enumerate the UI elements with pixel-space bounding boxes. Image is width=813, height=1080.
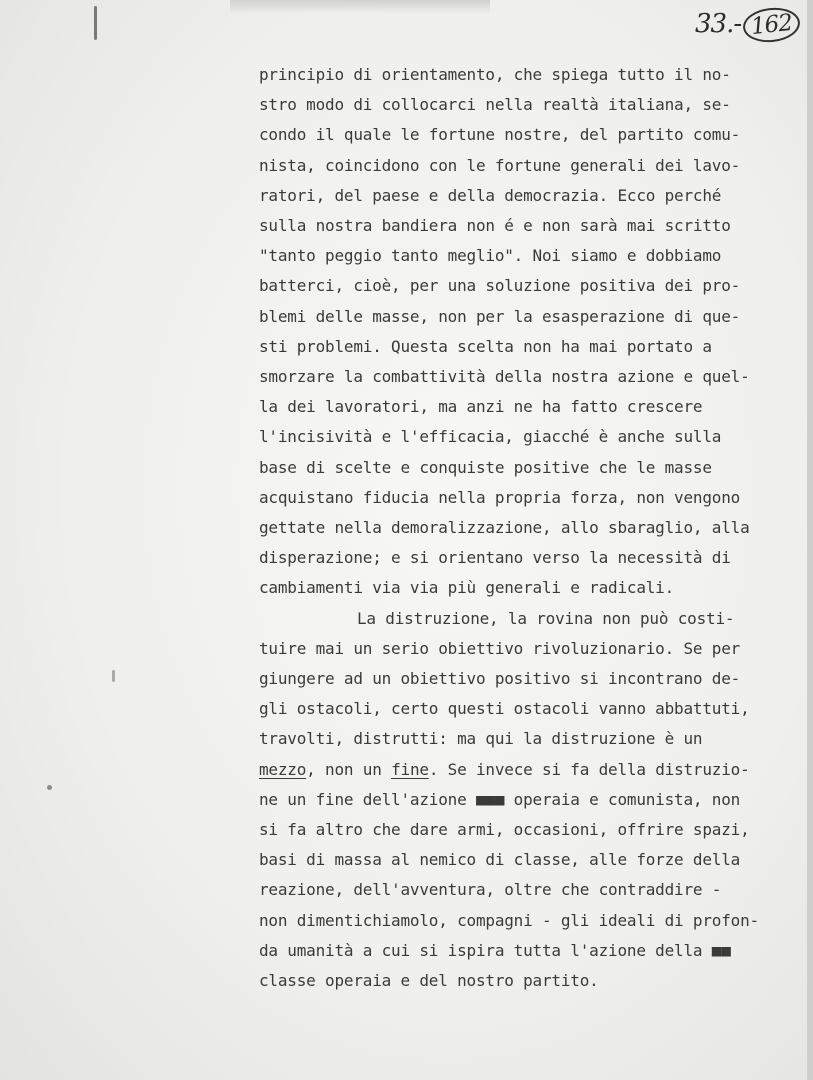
text-line: giungere ad un obiettivo positivo si incontrano de- (259, 669, 741, 689)
text-line: condo il quale le fortune nostre, del partito comu- (259, 125, 741, 145)
text-line-mixed (259, 755, 799, 785)
underlined-word: mezzo (259, 759, 307, 779)
scan-dot (47, 785, 52, 790)
text-line: basi di massa al nemico di classe, alle forze della (259, 850, 741, 870)
text-line: blemi delle masse, non per la esasperazione di que- (259, 306, 741, 326)
text-line: si fa altro che dare armi, occasioni, offrire spazi, (259, 820, 750, 840)
text-line: sulla nostra bandiera non é e non sarà mai scritto (259, 216, 731, 236)
text-line: classe operaia e del nostro partito. (259, 971, 599, 991)
text-line: reazione, dell'avventura, oltre che contraddire - (259, 880, 722, 900)
text-line: gettate nella demoralizzazione, allo sbaraglio, alla (259, 518, 750, 538)
scan-edge (807, 0, 813, 1080)
text-line: "tanto peggio tanto meglio". Noi siamo e dobbiamo (259, 246, 722, 266)
text-line: disperazione; e si orientano verso la necessità di (259, 548, 731, 568)
text-line: acquistano fiducia nella propria forza, non vengono (259, 487, 741, 507)
text-line: principio di orientamento, che spiega tutto il no- (259, 65, 731, 84)
text-line: tuire mai un serio obiettivo rivoluzionario. Se per (259, 638, 741, 658)
circled-archive-number: 162 (742, 5, 802, 45)
text-line: l'incisività e l'efficacia, giacché è anche sulla (259, 427, 722, 447)
text-line: travolti, distrutti: ma qui la distruzione è un (259, 729, 703, 749)
scan-mark (94, 6, 97, 40)
text-line: base di scelte e conquiste positive che le masse (259, 457, 712, 477)
text-line: batterci, cioè, per una soluzione positiva dei pro- (259, 276, 741, 296)
text-line: nista, coincidono con le fortune generali dei lavo- (259, 155, 741, 175)
text-line: la dei lavoratori, ma anzi ne ha fatto crescere (259, 397, 703, 417)
scan-mark (112, 670, 115, 682)
text-fragment: , non un (306, 759, 392, 779)
text-line: sti problemi. Questa scelta non ha mai portato a (259, 336, 712, 356)
text-line: smorzare la combattività della nostra azione e quel- (259, 367, 750, 387)
text-fragment: . Se invece si fa della distruzio- (428, 759, 750, 779)
page-number: 33.- (695, 9, 742, 39)
text-line: non dimentichiamolo, compagni - gli ideali di profon- (259, 910, 759, 930)
typewritten-text (259, 60, 799, 996)
text-line: gli ostacoli, certo questi ostacoli vanno abbattuti, (259, 699, 750, 719)
text-line: cambiamenti via via più generali e radicali. (259, 578, 675, 598)
text-line-paragraph-start: La distruzione, la rovina non può costi- (357, 608, 735, 628)
text-line: stro modo di collocarci nella realtà italiana, se- (259, 95, 731, 115)
underlined-word: fine (391, 759, 429, 779)
handwritten-page-number (695, 8, 800, 42)
text-line: ratori, del paese e della democrazia. Ecco perché (259, 185, 722, 205)
text-line: ne un fine dell'azione ■■■ operaia e comunista, non (259, 789, 741, 809)
text-line: da umanità a cui si ispira tutta l'azione della ■■ (259, 940, 731, 960)
scan-smudge (230, 0, 490, 14)
